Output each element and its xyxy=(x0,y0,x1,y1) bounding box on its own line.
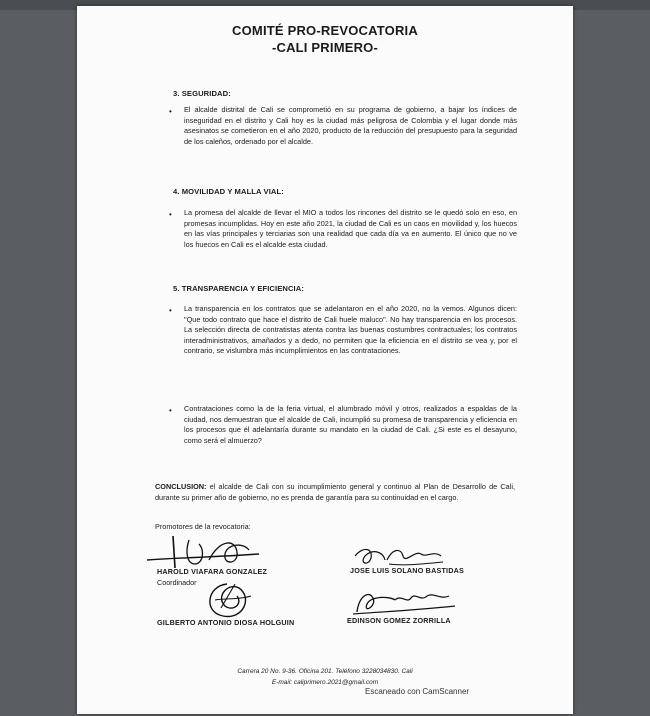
signatory-name: HAROLD VIAFARA GONZALEZ xyxy=(157,567,268,576)
footer-email: E-mail: caliprimero.2021@gmail.com xyxy=(271,679,379,686)
section-heading-movilidad: 4. MOVILIDAD Y MALLA VIAL: xyxy=(173,187,284,196)
document-subtitle: -CALI PRIMERO- xyxy=(271,40,379,55)
promoters-label: Promotores de la revocatoria: xyxy=(155,522,251,531)
section-heading-seguridad: 3. SEGURIDAD: xyxy=(173,89,231,98)
paragraph-seguridad: El alcalde distrital de Cali se comprometió en su programa de gobierno, a bajar los índices de inseguridad en el distrito y Cali hoy es la ciudad más peligrosa de Colombia y el lugar donde más asesinatos se cometieron en el año 2020, producto de la reducción del presupuesto para la seguridad de los caleños, ordenado por el alcalde. xyxy=(184,105,517,146)
bullet: • xyxy=(169,306,172,315)
paragraph-transparencia-1: La transparencia en los contratos que se adelantaron en el año 2020, no la vemos. Algunos dicen: "Que todo contrato que hace el distrito de Cali huele maluco". No hay transparencia en los procesos. La selección directa de contratistas atenta contra las buenas costumbres contractuales; los contratos interadministrativos, amañados y a dedo, no permiten que la eficiencia en el distrito se vea y, por el contrario, se vislumbra más incumplimientos en las contrataciones. xyxy=(184,304,517,356)
signatory-name: JOSE LUIS SOLANO BASTIDAS xyxy=(350,566,465,575)
section-heading-transparencia: 5. TRANSPARENCIA Y EFICIENCIA: xyxy=(173,284,304,293)
footer-address: Carrera 20 No. 9-36. Oficina 201. Teléfono 3228034830. Cali xyxy=(237,668,413,675)
conclusion-label: CONCLUSION: xyxy=(155,482,207,491)
signatory-name: EDINSON GOMEZ ZORRILLA xyxy=(347,616,451,625)
bullet: • xyxy=(169,406,172,415)
paragraph-movilidad: La promesa del alcalde de llevar el MIO a todos los rincones del distrito se le quedó solo en eso, en promesas incumplidas. Hoy en este año 2021, la ciudad de Cali es un caos en movilidad y, los huecos en las vías principales y terciarias son una realidad que cada día va en aumento. El único que no ve los huecos en Cali es el alcalde esta ciudad. xyxy=(184,208,517,249)
signatory-role: Coordinador xyxy=(157,578,197,587)
signatory-name: GILBERTO ANTONIO DIOSA HOLGUIN xyxy=(157,618,295,627)
paragraph-transparencia-2: Contrataciones como la de la feria virtual, el alumbrado móvil y otros, realizados a espaldas de la ciudad, nos demuestran que el alcalde de Cali, incumplió su promesa de transparencia y eficiencia en los procesos que él adelantaría durante su mandato en la ciudad de Cali. ¿Si este es el desayuno, como será el almuerzo? xyxy=(184,404,517,445)
conclusion-text: el alcalde de Cali con su incumplimiento general y continuo al Plan de Desarrollo de Cali, durante su primer año de gobierno, no es prenda de garantía para su continuidad en el cargo. xyxy=(155,482,515,502)
signature-edinson xyxy=(349,586,459,620)
conclusion-paragraph xyxy=(155,482,515,503)
camscanner-watermark: Escaneado con CamScanner xyxy=(365,687,470,696)
scanned-document-page xyxy=(77,6,573,714)
bullet: • xyxy=(169,107,172,116)
document-title: COMITÉ PRO-REVOCATORIA xyxy=(232,23,418,38)
bullet: • xyxy=(169,210,172,219)
